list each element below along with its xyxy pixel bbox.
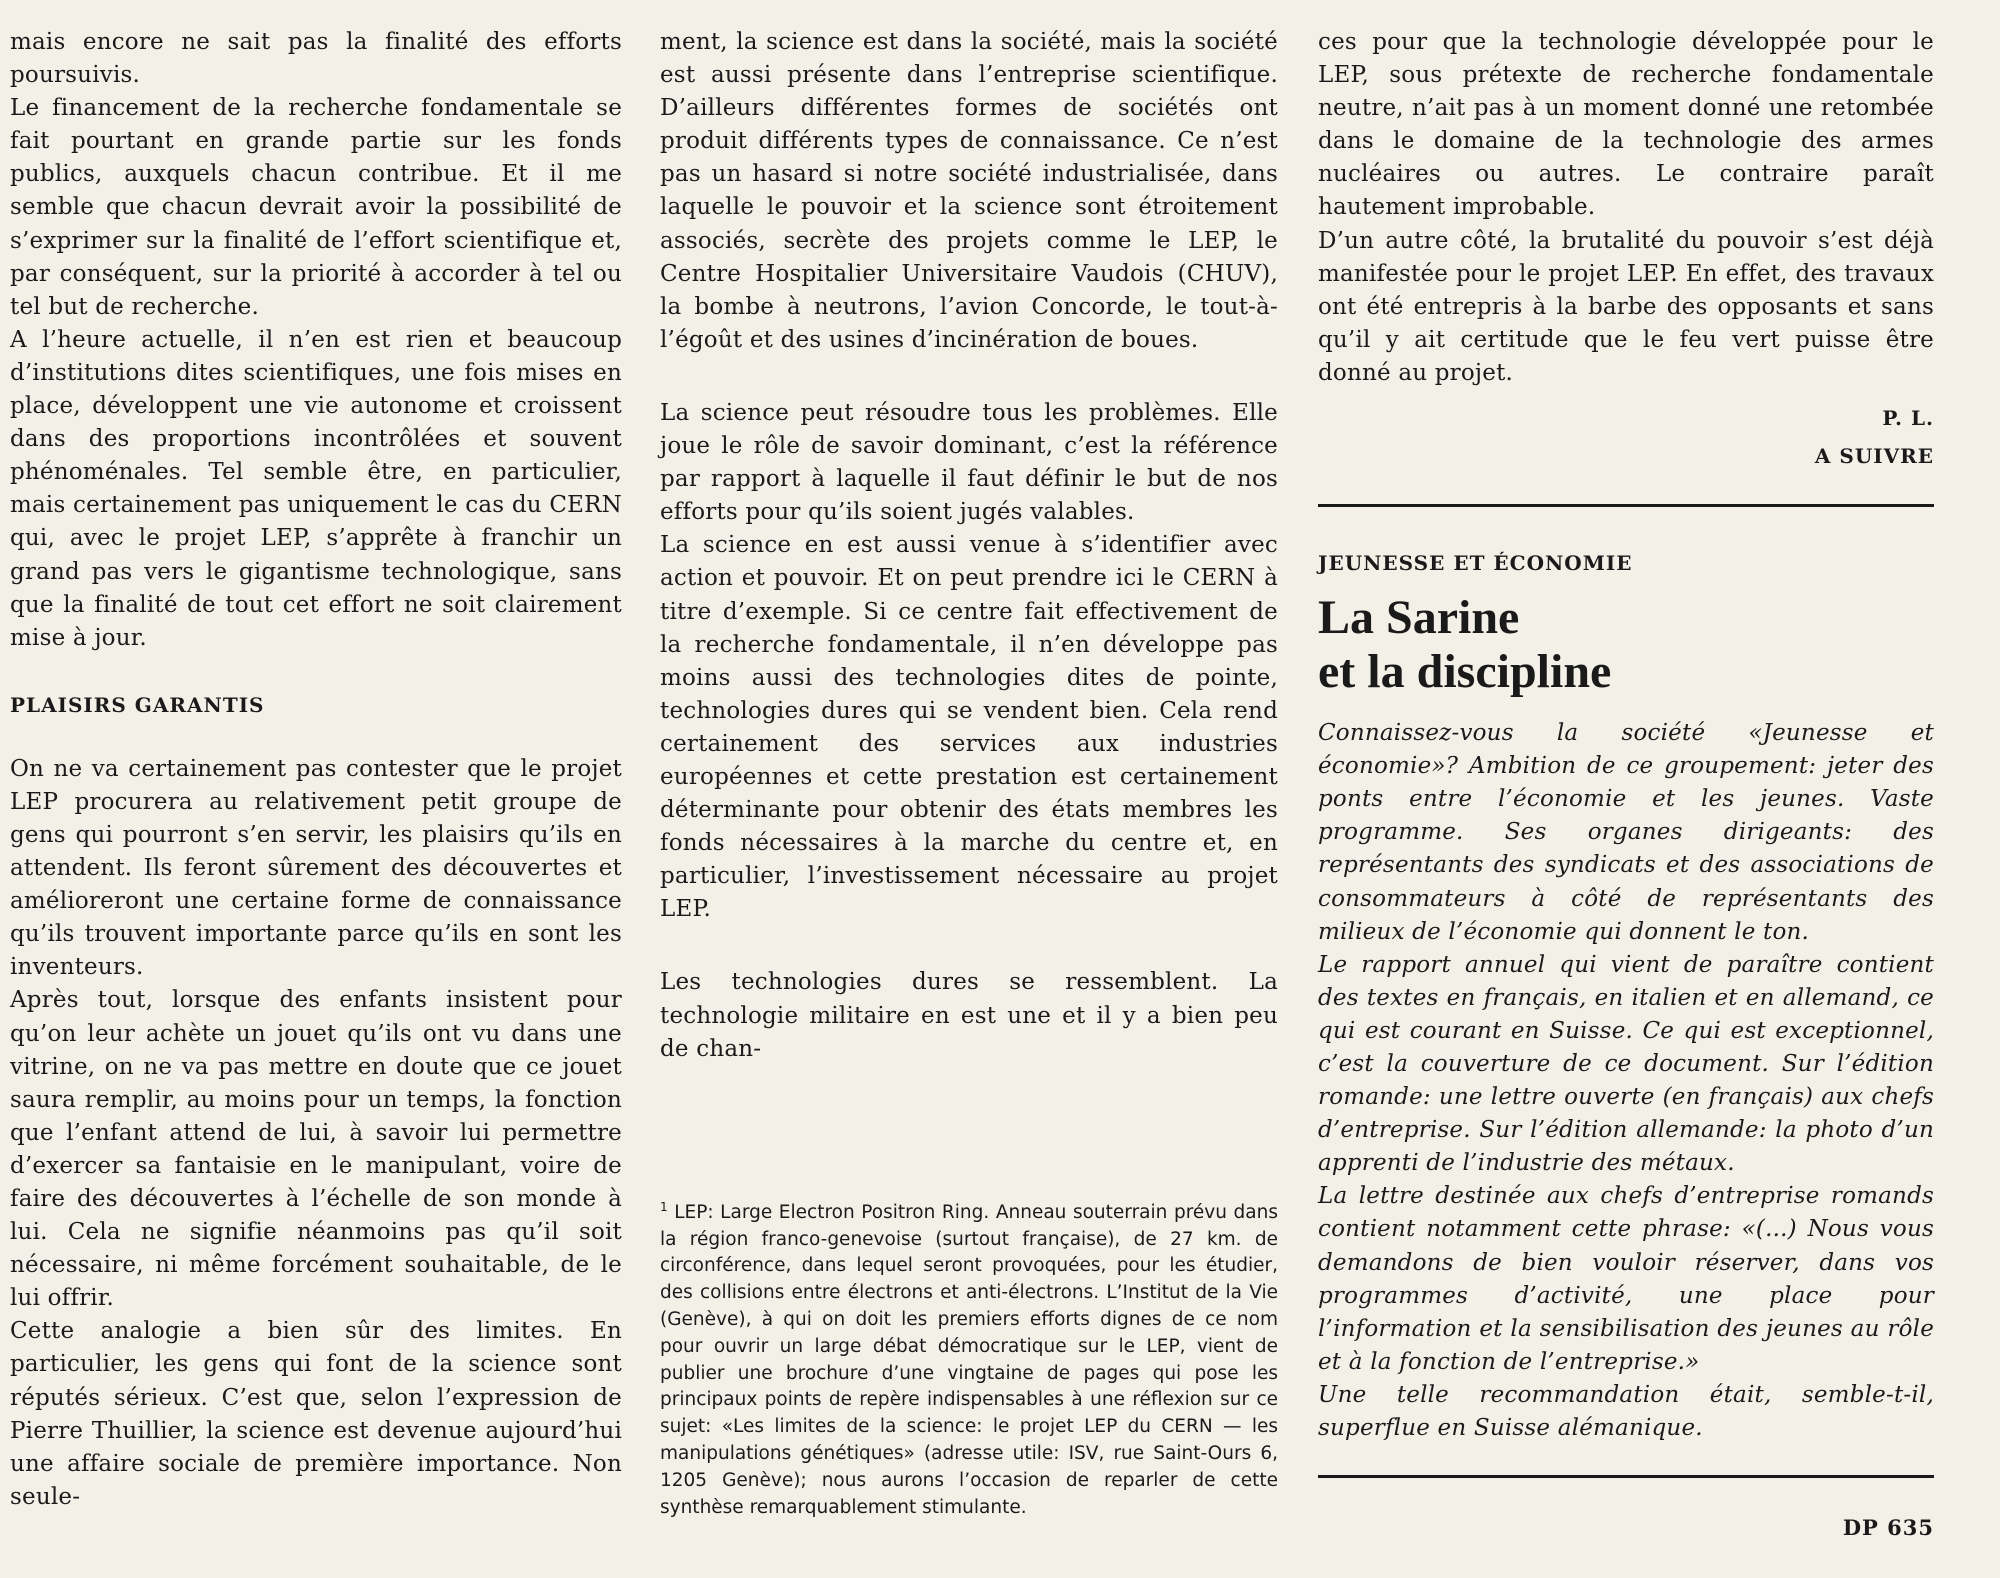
paragraph: On ne va certainement pas contester que le projet LEP procurera au relativement petit groupe de gens qui pourront s’en servir, les plaisirs qu’ils en attendent. Ils feront sûrement des découvertes et amélioreront une certaine forme de connaissance qu’ils trouvent importante parce qu’ils en sont les inventeurs. — [10, 755, 622, 981]
article-headline — [1318, 591, 1934, 699]
paragraph: Les technologies dures se ressemblent. La technologie militaire en est une et il y a bien peu de chan- — [660, 969, 1278, 1062]
headline-line: et la discipline — [1318, 645, 1612, 699]
paragraph: La science en est aussi venue à s’identifier avec action et pouvoir. Et on peut prendre ici le CERN à titre d’exemple. Si ce centre fait effectivement de la recherche fondamentale, il n’en développe pas moins aussi des technologies dites de pointe, technologies dures qui se vendent bien. Cela rend certainement des services aux industries européennes et cette prestation est certainement déterminante pour obtenir des états membres les fonds nécessaires à la marche du centre et, en particulier, l’investissement nécessaire au projet LEP. — [660, 532, 1278, 923]
column-3 — [1318, 26, 1934, 1478]
column-2 — [660, 26, 1278, 1521]
to-be-continued: A SUIVRE — [1814, 444, 1934, 469]
divider — [1318, 504, 1934, 507]
divider — [1318, 1475, 1934, 1478]
paragraph: D’un autre côté, la brutalité du pouvoir s’est déjà manifestée pour le projet LEP. En effet, des travaux ont été entrepris à la barbe des opposants et sans qu’il y ait certitude que le feu vert puisse être donné au projet. — [1318, 227, 1934, 386]
footnote-text: LEP: Large Electron Positron Ring. Anneau souterrain prévu dans la région franco-genevoise (surtout française), de 27 km. de circonférence, dans lequel seront provoquées, pour les étudier, des collisions entre électrons et anti-électrons. L’Institut de la Vie (Genève), à qui on doit les premiers efforts dignes de ce nom pour ouvrir un large débat démocratique sur le LEP, vient de publier une brochure d’une vingtaine de pages qui pose les principaux points de repère indispensables à une réflexion sur ce sujet: «Les limites de la science: le projet LEP du CERN — les manipulations génétiques» (adresse utile: ISV, rue Saint-Ours 6, 1205 Genève); nous aurons l’occasion de reparler de cette synthèse remarquablement stimulante. — [660, 1201, 1278, 1518]
footnote — [660, 1194, 1278, 1522]
paragraph: La lettre destinée aux chefs d’entreprise romands contient notamment cette phrase: «(...) Nous vous demandons de bien vouloir réserver, dans vos programmes d’activité, une place pour l’information et la sensibilisation des jeunes au rôle et à la fonction de l’entreprise.» — [1318, 1183, 1934, 1375]
paragraph: Après tout, lorsque des enfants insistent pour qu’on leur achète un jouet qu’ils ont vu dans une vitrine, on ne va pas mettre en doute que ce jouet saura remplir, au moins pour un temps, la fonction que l’enfant attend de lui, à savoir lui permettre d’exercer sa fantaisie en le manipulant, voire de faire des découvertes à l’échelle de son monde à lui. Cela ne signifie néanmoins pas qu’il soit nécessaire, ni même forcément souhaitable, de le lui offrir. — [10, 987, 622, 1312]
footnote-mark: 1 — [660, 1199, 668, 1214]
paragraph: A l’heure actuelle, il n’en est rien et beaucoup d’institutions dites scientifiques, une fois mises en place, développent une vie autonome et croissent dans des proportions incontrôlées et souvent phénoménales. Tel semble être, en particulier, mais certainement pas uniquement le cas du CERN qui, avec le projet LEP, s’apprête à franchir un grand pas vers le gigantisme technologique, sans que la finalité de tout cet effort ne soit clairement mise à jour. — [10, 326, 622, 651]
paragraph: mais encore ne sait pas la finalité des efforts poursuivis. — [10, 29, 622, 89]
page-number: DP 635 — [1842, 1515, 1934, 1540]
section-heading: PLAISIRS GARANTIS — [10, 692, 265, 717]
paragraph: La science peut résoudre tous les problèmes. Elle joue le rôle de savoir dominant, c’est la référence par rapport à laquelle il faut définir le but de nos efforts pour qu’ils soient jugés valables. — [660, 399, 1278, 526]
paragraph: Cette analogie a bien sûr des limites. En particulier, les gens qui font de la science sont réputés sérieux. C’est que, selon l’expression de Pierre Thuillier, la science est devenue aujourd’hui une affaire sociale de première importance. Non seule- — [10, 1318, 622, 1510]
paragraph: ces pour que la technologie développée pour le LEP, sous prétexte de recherche fondamentale neutre, n’ait pas à un moment donné une retombée dans le domaine de la technologie des armes nucléaires ou autres. Le contraire paraît hautement improbable. — [1318, 29, 1934, 221]
paragraph: Le financement de la recherche fondamentale se fait pourtant en grande partie sur les fonds publics, auxquels chacun contribue. Et il me semble que chacun devrait avoir la possibilité de s’exprimer sur la finalité de l’effort scientifique et, par conséquent, sur la priorité à accorder à tel ou tel but de recherche. — [10, 95, 622, 320]
article-body — [1318, 717, 1934, 1445]
paragraph: Une telle recommandation était, semble-t-il, superflue en Suisse alémanique. — [1318, 1381, 1934, 1441]
paragraph: Connaissez-vous la société «Jeunesse et économie»? Ambition de ce groupement: jeter des ponts entre l’économie et les jeunes. Vaste programme. Ses organes dirigeants: des représentants des syndicats et des associations de consommateurs à côté de représentants des milieux de l’économie qui donnent le ton. — [1318, 720, 1934, 945]
column-1 — [10, 26, 622, 1514]
paragraph: ment, la science est dans la société, mais la société est aussi présente dans l’entreprise scientifique. D’ailleurs différentes formes de sociétés ont produit différents types de connaissance. Ce n’est pas un hasard si notre société industrialisée, dans laquelle le pouvoir et la science sont étroitement associés, secrète des projets comme le LEP, le Centre Hospitalier Universitaire Vaudois (CHUV), la bombe à neutrons, l’avion Concorde, le tout-à-l’égoût et des usines d’incinération de boues. — [660, 29, 1278, 353]
headline-line: La Sarine — [1318, 591, 1520, 645]
paragraph: Le rapport annuel qui vient de paraître contient des textes en français, en italien et en allemand, ce qui est courant en Suisse. Ce qui est exceptionnel, c’est la couverture de ce document. Sur l’édition romande: une lettre ouverte (en français) aux chefs d’entreprise. Sur l’édition allemande: la photo d’un apprenti de l’industrie des métaux. — [1318, 951, 1934, 1177]
article-kicker: JEUNESSE ET ÉCONOMIE — [1318, 551, 1633, 576]
author-signature: P. L. — [1882, 406, 1934, 431]
